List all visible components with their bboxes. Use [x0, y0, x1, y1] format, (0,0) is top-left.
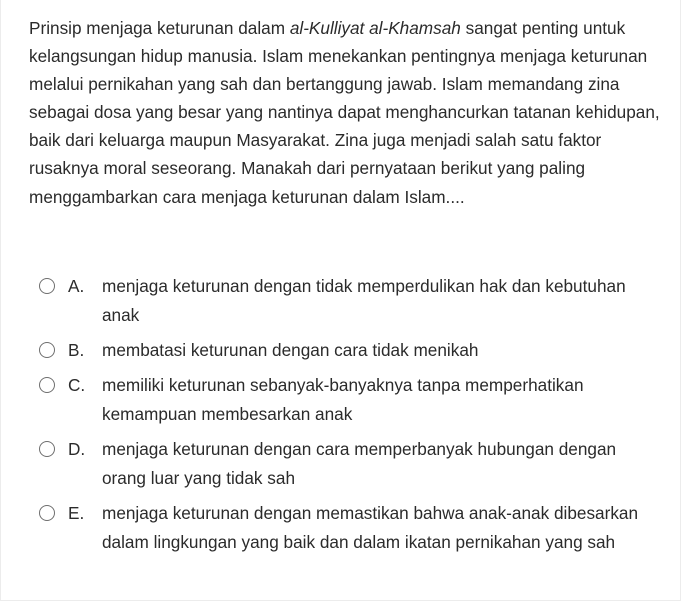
- answer-options: [1, 272, 683, 563]
- option-text: menjaga keturunan dengan tidak memperdulikan hak dan kebutuhan anak: [102, 276, 626, 325]
- option-text: menjaga keturunan dengan memastikan bahwa anak-anak dibesarkan dalam lingkungan yang baik dan dalam ikatan pernikahan yang sah: [102, 503, 639, 552]
- question-emphasis: al-Kulliyat al-Khamsah: [289, 18, 461, 38]
- radio-b-icon[interactable]: [39, 342, 55, 358]
- option-text: membatasi keturunan dengan cara tidak menikah: [102, 340, 479, 360]
- radio-c-icon[interactable]: [39, 377, 55, 393]
- question-text: [29, 14, 669, 211]
- question-text-part1: Prinsip menjaga keturunan dalam: [29, 18, 290, 38]
- option-letter: A.: [68, 276, 85, 296]
- option-b[interactable]: [1, 336, 683, 365]
- option-a[interactable]: [1, 272, 683, 330]
- question-text-part2: sangat penting untuk kelangsungan hidup manusia. Islam menekankan pentingnya menjaga keturunan melalui pernikahan yang sah dan bertanggung jawab. Islam memandang zina sebagai dosa yang besar yang nantinya dapat menghancurkan tatanan kehidupan, baik dari keluarga maupun Masyarakat. Zina juga menjadi salah satu faktor rusaknya moral seseorang. Manakah dari pernyataan berikut yang paling menggambarkan cara menjaga keturunan dalam Islam....: [29, 18, 660, 207]
- option-e[interactable]: [1, 499, 683, 557]
- option-letter: D.: [68, 439, 86, 459]
- option-text: menjaga keturunan dengan cara memperbanyak hubungan dengan orang luar yang tidak sah: [102, 439, 617, 488]
- radio-d-icon[interactable]: [39, 441, 55, 457]
- option-text: memiliki keturunan sebanyak-banyaknya tanpa memperhatikan kemampuan membesarkan anak: [102, 375, 584, 424]
- radio-e-icon[interactable]: [39, 505, 55, 521]
- option-letter: B.: [68, 340, 85, 360]
- option-c[interactable]: [1, 371, 683, 429]
- option-letter: C.: [68, 375, 86, 395]
- radio-a-icon[interactable]: [39, 278, 55, 294]
- option-letter: E.: [68, 503, 85, 523]
- option-d[interactable]: [1, 435, 683, 493]
